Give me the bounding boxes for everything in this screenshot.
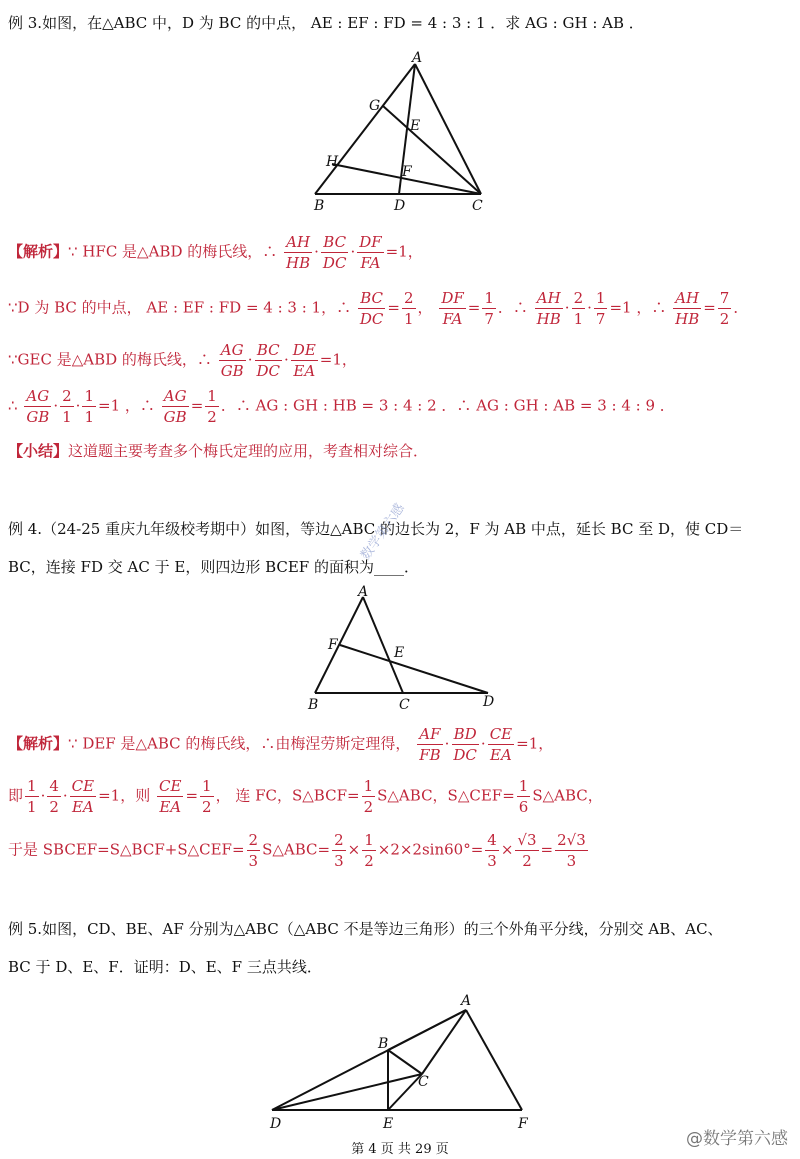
label-B: B	[308, 697, 319, 713]
ex4-solution-line3: 于是 SBCEF=S△BCF+S△CEF= $\frac{2}{3}$ S△ABC= $\frac{2}{3}$ × $\frac{1}{2}$ ×2×2sin60°= $\frac{4}{3}$ × $\frac{√3}{2}$ = $\frac{2√3}{3}$	[8, 831, 586, 870]
label-E: E	[410, 118, 421, 134]
ex3-summary: 【小结】这道题主要考查多个梅氏定理的应用，考查相对综合．	[8, 442, 429, 460]
label-C: C	[472, 198, 483, 214]
ex3-solution-line3: ∵GEC 是△ABD 的梅氏线，∴ $\frac{AG}{GB}$ · $\frac{BC}{DC}$ · $\frac{DE}{EA}$ =1，	[8, 341, 357, 380]
label-D: D	[394, 198, 406, 214]
label-B: B	[378, 1036, 389, 1052]
label-B: B	[314, 198, 325, 214]
ex4-solution-line1: 【解析】∵ DEF 是△ABC 的梅氏线，∴由梅涅劳斯定理得， $\frac{AF}{FB}$ · $\frac{BD}{DC}$ · $\frac{CE}{EA}$ =1，	[8, 725, 554, 764]
watermark-overlay: 数学第六感	[358, 501, 408, 563]
label-H: H	[326, 154, 339, 170]
label-D: D	[270, 1116, 282, 1132]
watermark: @数学第六感	[686, 1129, 788, 1149]
label-A: A	[461, 993, 472, 1009]
ex3-solution-line1: 【解析】∵ HFC 是△ABD 的梅氏线，∴ $\frac{AH}{HB}$ · $\frac{BC}{DC}$ · $\frac{DF}{FA}$ =1，	[8, 233, 423, 272]
answer-blank: ____	[374, 558, 404, 576]
ex4-stem-line2: BC，连接 FD 交 AC 于 E，则四边形 BCEF 的面积为____．	[8, 558, 420, 576]
page-footer: 第 4 页 共 29 页	[351, 1142, 449, 1157]
ex4-stem-line1: 例 4.（24-25 重庆九年级校考期中）如图，等边△ABC 的边长为 2，F 为 AB 中点，延长 BC 至 D，使 CD＝	[8, 520, 744, 538]
label-F: F	[518, 1116, 528, 1132]
ex5-stem-line1: 例 5.如图，CD、BE、AF 分别为△ABC（△ABC 不是等边三角形）的三个外角平分线，分别交 AB、AC、	[8, 920, 723, 938]
label-E: E	[394, 645, 405, 661]
label-E: E	[383, 1116, 394, 1132]
label-F: F	[402, 164, 412, 180]
ex3-solution-line4: ∴ $\frac{AG}{GB}$ · $\frac{2}{1}$ · $\frac{1}{1}$ =1 ，∴ $\frac{AG}{GB}$ = $\frac{1}{2}$ ．∴ AG : GH : HB = 3 : 4 : 2 ．∴ AG : GH : AB = 3 : 4 : 9 ．	[8, 387, 675, 426]
label-G: G	[369, 98, 381, 114]
ex3-stem: 例 3.如图，在△ABC 中，D 为 BC 的中点， AE : EF : FD = 4 : 3 : 1 ．求 AG : GH : AB ．	[8, 14, 644, 32]
ex5-stem-line2: BC 于 D、E、F．证明：D、E、F 三点共线．	[8, 958, 322, 976]
label-A: A	[358, 585, 369, 600]
ex5-figure	[260, 990, 550, 1135]
label-D: D	[483, 694, 495, 710]
label-A: A	[412, 50, 423, 66]
ex3-figure	[300, 50, 500, 215]
label-F: F	[328, 637, 338, 653]
label-C: C	[418, 1074, 429, 1090]
label-C: C	[399, 697, 410, 713]
ex4-figure	[300, 585, 510, 715]
ex3-solution-line2: ∵D 为 BC 的中点， AE : EF : FD = 4 : 3 : 1，∴ $\frac{BC}{DC}$ = $\frac{2}{1}$ ， $\frac{DF}{FA}$ = $\frac{1}{7}$ ．∴ $\frac{AH}{HB}$ · $\frac{2}{1}$ · $\frac{1}{7}$ =1 ，∴ $\frac{AH}{HB}$ = $\frac{7}{2}$ ．	[8, 289, 749, 328]
ex4-solution-line2: 即 $\frac{1}{1}$ · $\frac{4}{2}$ · $\frac{CE}{EA}$ =1，则 $\frac{CE}{EA}$ = $\frac{1}{2}$ ， 连 FC，S△BCF= $\frac{1}{2}$ S△ABC，S△CEF= $\frac{1}{6}$ S△ABC，	[8, 777, 603, 816]
